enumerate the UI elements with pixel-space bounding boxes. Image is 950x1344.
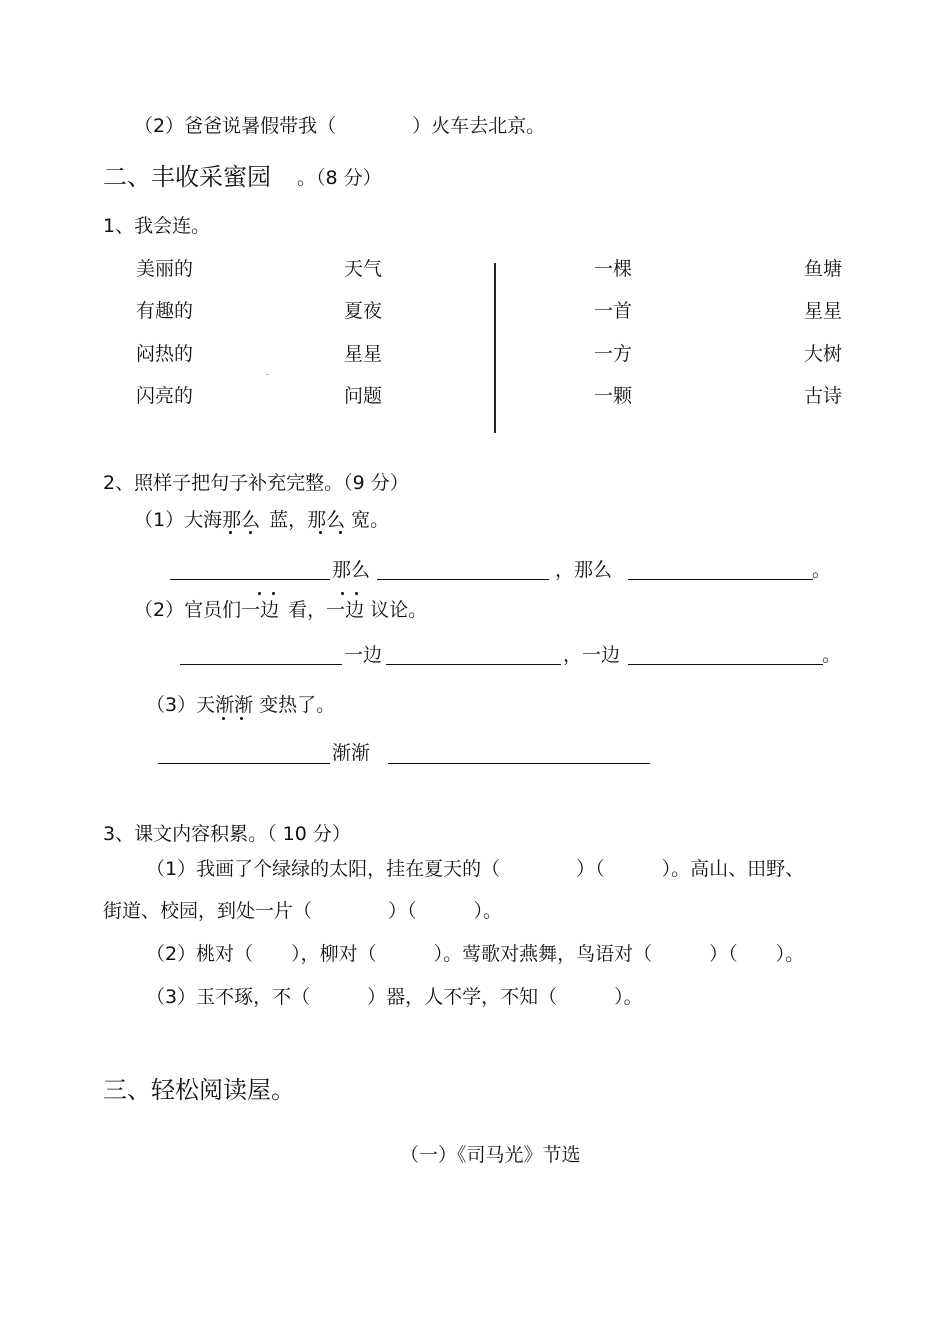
match-right-b-3[interactable]: 大树 bbox=[804, 343, 843, 365]
q3-line-3: （2）桃对（ ），柳对（ ）。莺歌对燕舞，鸟语对（ ）（ ）。 bbox=[146, 943, 805, 965]
q3-line-1: （1）我画了个绿绿的太阳，挂在夏天的（ ）（ ）。高山、田野、 bbox=[146, 858, 805, 880]
example-2 bbox=[134, 598, 427, 622]
answer-blank[interactable] bbox=[170, 579, 330, 580]
emphasis-dot bbox=[249, 531, 252, 534]
match-left-a-3[interactable]: 闷热的 bbox=[136, 343, 194, 365]
reading-subtitle: （一）《司马光》节选 bbox=[400, 1144, 581, 1166]
example-2-part-2: 看， bbox=[288, 599, 327, 621]
section-2-score: 。（8 分） bbox=[297, 167, 382, 189]
answer-blank[interactable] bbox=[180, 664, 342, 665]
example-3-part-2: 变热了。 bbox=[259, 694, 336, 716]
example-1-part-1: （1）大海 bbox=[134, 509, 223, 531]
fill-1-word-2: ，那么 bbox=[555, 559, 613, 581]
example-1 bbox=[134, 508, 389, 532]
answer-blank[interactable] bbox=[628, 664, 823, 665]
match-right-a-3[interactable]: 一方 bbox=[594, 343, 633, 365]
emphasis-dot bbox=[341, 592, 344, 595]
answer-blank[interactable] bbox=[628, 579, 813, 580]
example-1-part-3: 宽。 bbox=[351, 509, 390, 531]
answer-blank[interactable] bbox=[377, 579, 549, 580]
match-right-b-2[interactable]: 星星 bbox=[804, 300, 843, 322]
emphasis-dot bbox=[272, 592, 275, 595]
q3-line-2: 街道、校园，到处一片（ ）（ ）。 bbox=[103, 900, 503, 922]
example-3-keyword: 渐渐 bbox=[215, 694, 254, 716]
answer-blank[interactable] bbox=[388, 763, 650, 764]
fill-2-word-1: 一边 bbox=[344, 644, 383, 666]
section-3-title: 三、轻松阅读屋。 bbox=[103, 1076, 295, 1104]
match-left-a-4[interactable]: 闪亮的 bbox=[136, 385, 194, 407]
scan-speck bbox=[266, 374, 269, 375]
match-left-a-1[interactable]: 美丽的 bbox=[136, 258, 194, 280]
example-3 bbox=[146, 693, 335, 717]
example-2-keyword-2: 一边 bbox=[326, 599, 365, 621]
example-1-keyword-2: 那么 bbox=[307, 509, 346, 531]
match-right-a-2[interactable]: 一首 bbox=[594, 300, 633, 322]
q3-title: 3、课文内容积累。（ 10 分） bbox=[103, 823, 351, 845]
emphasis-dot bbox=[222, 717, 225, 720]
answer-blank[interactable] bbox=[386, 664, 561, 665]
match-left-b-4[interactable]: 问题 bbox=[344, 385, 383, 407]
match-left-b-2[interactable]: 夏夜 bbox=[344, 300, 383, 322]
example-3-part-1: （3）天 bbox=[146, 694, 216, 716]
match-left-b-3[interactable]: 星星 bbox=[344, 343, 383, 365]
example-2-part-1: （2）官员们 bbox=[134, 599, 242, 621]
match-right-a-1[interactable]: 一棵 bbox=[594, 258, 633, 280]
fill-3-word-1: 渐渐 bbox=[332, 742, 371, 764]
q1-title: 1、我会连。 bbox=[103, 215, 211, 237]
emphasis-dot bbox=[240, 717, 243, 720]
match-right-a-4[interactable]: 一颗 bbox=[594, 385, 633, 407]
match-right-b-1[interactable]: 鱼塘 bbox=[804, 258, 843, 280]
example-1-keyword-1: 那么 bbox=[222, 509, 261, 531]
fill-item-2: （2）爸爸说暑假带我（ ）火车去北京。 bbox=[134, 115, 546, 137]
match-left-a-2[interactable]: 有趣的 bbox=[136, 300, 194, 322]
emphasis-dot bbox=[339, 531, 342, 534]
section-2-title: 二、丰收采蜜园 bbox=[103, 163, 271, 191]
emphasis-dot bbox=[355, 592, 358, 595]
emphasis-dot bbox=[319, 531, 322, 534]
q2-title: 2、照样子把句子补充完整。（9 分） bbox=[103, 472, 409, 494]
answer-blank[interactable] bbox=[158, 763, 330, 764]
emphasis-dot bbox=[229, 531, 232, 534]
example-1-part-2: 蓝， bbox=[269, 509, 308, 531]
matching-divider bbox=[494, 263, 496, 433]
fill-2-end: 。 bbox=[822, 644, 842, 666]
match-right-b-4[interactable]: 古诗 bbox=[804, 385, 843, 407]
match-left-b-1[interactable]: 天气 bbox=[344, 258, 383, 280]
example-2-part-3: 议论。 bbox=[370, 599, 428, 621]
fill-1-end: 。 bbox=[812, 559, 832, 581]
emphasis-dot bbox=[258, 592, 261, 595]
q3-line-4: （3）玉不琢，不（ ）器，人不学，不知（ ）。 bbox=[146, 986, 643, 1008]
fill-2-word-2: ，一边 bbox=[563, 644, 621, 666]
fill-1-word-1: 那么 bbox=[332, 559, 371, 581]
example-2-keyword-1: 一边 bbox=[241, 599, 280, 621]
